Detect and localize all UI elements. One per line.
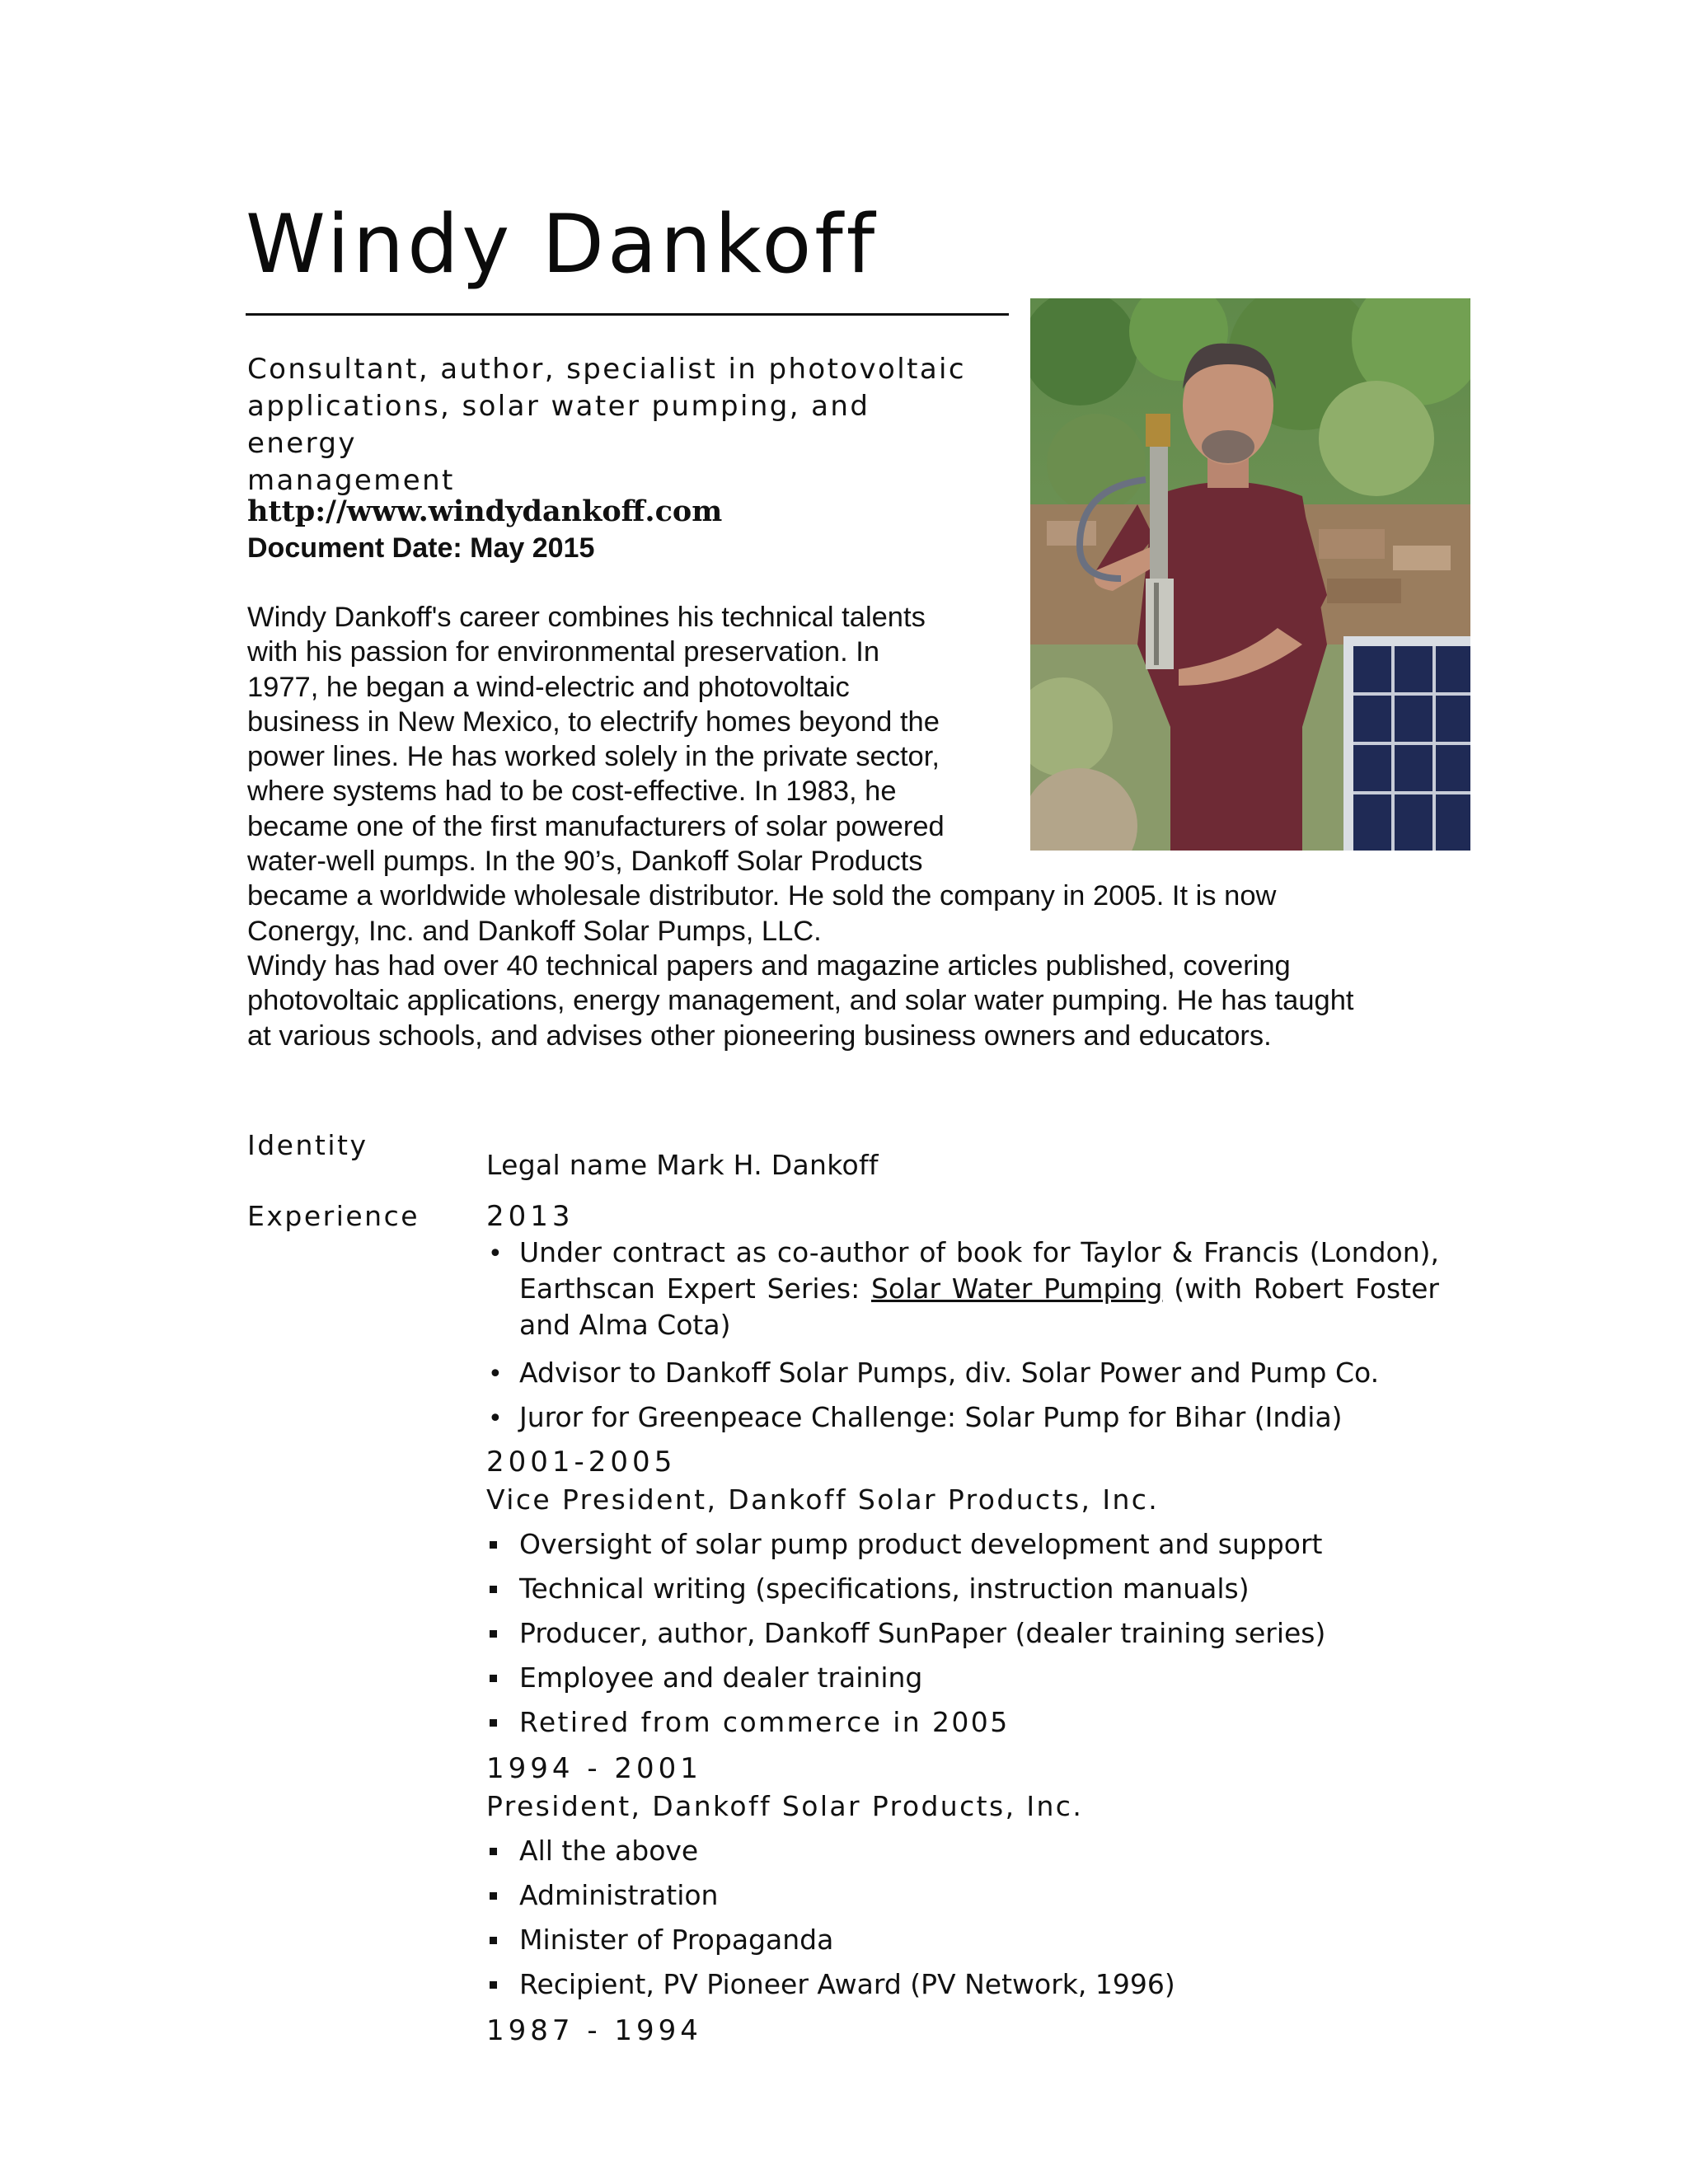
square-bullet-icon bbox=[486, 1660, 514, 1696]
bullet-icon: • bbox=[488, 1360, 503, 1389]
list-item bbox=[486, 1877, 1439, 1914]
year-2013: 2013 bbox=[486, 1200, 574, 1233]
item-text: Under contract as co-author of book for Taylor & Francis (London), Earthscan Expert Series: bbox=[519, 1236, 1439, 1305]
list-item bbox=[486, 1615, 1439, 1652]
item-text: Minister of Propaganda bbox=[519, 1924, 834, 1956]
document-date: Document Date: May 2015 bbox=[247, 532, 595, 564]
bio-line: at various schools, and advises other pioneering business owners and educators. bbox=[247, 1019, 1272, 1052]
website-link[interactable]: http://www.windydankoff.com bbox=[247, 494, 723, 528]
book-title: Solar Water Pumping bbox=[870, 1272, 1163, 1305]
tagline bbox=[247, 351, 989, 499]
square-bullet-icon bbox=[486, 1526, 514, 1563]
square-bullet-icon bbox=[486, 1877, 514, 1914]
item-text: Producer, author, Dankoff SunPaper (dealer training series) bbox=[519, 1617, 1326, 1649]
tagline-line: applications, solar water pumping, and energy bbox=[247, 390, 870, 460]
list-item bbox=[486, 1355, 1439, 1391]
year-2001-2005: 2001-2005 bbox=[486, 1446, 677, 1479]
list-item bbox=[486, 1660, 1439, 1696]
square-bullet-icon bbox=[486, 1571, 514, 1607]
bio-line: Windy has had over 40 technical papers and magazine articles published, covering bbox=[247, 949, 1291, 982]
item-text: Administration bbox=[519, 1879, 719, 1911]
bio-line: with his passion for environmental preservation. In bbox=[247, 636, 880, 668]
bio-line: business in New Mexico, to electrify homes beyond the bbox=[247, 705, 940, 738]
tagline-line: management bbox=[247, 464, 455, 497]
bio-line: became a worldwide wholesale distributor. He sold the company in 2005. It is now bbox=[247, 880, 1277, 912]
square-bullet-icon bbox=[486, 1966, 514, 2003]
bio-line: Windy Dankoff's career combines his technical talents bbox=[247, 602, 926, 633]
list-item bbox=[486, 1833, 1439, 1869]
bio-line: power lines. He has worked solely in the private sector, bbox=[247, 741, 940, 773]
bio-line: where systems had to be cost-effective. In 1983, he bbox=[247, 776, 897, 808]
bio-line: photovoltaic applications, energy management, and solar water pumping. He has taught bbox=[247, 985, 1354, 1017]
bio-line: 1977, he began a wind-electric and photovoltaic bbox=[247, 671, 850, 703]
name-underline bbox=[246, 313, 1009, 316]
role-title: President, Dankoff Solar Products, Inc. bbox=[486, 1790, 1084, 1822]
list-item bbox=[486, 1922, 1439, 1958]
legal-name: Legal name Mark H. Dankoff bbox=[486, 1149, 879, 1181]
bio-line: water-well pumps. In the 90’s, Dankoff Solar Products bbox=[247, 846, 923, 878]
list-item bbox=[486, 1571, 1439, 1607]
item-text: Retired from commerce in 2005 bbox=[519, 1706, 1010, 1738]
list-item bbox=[486, 1966, 1439, 2003]
item-text: Juror for Greenpeace Challenge: Solar Pump for Bihar (India) bbox=[519, 1401, 1343, 1433]
list-item bbox=[486, 1526, 1439, 1563]
item-text: All the above bbox=[519, 1835, 699, 1867]
list-item bbox=[486, 1399, 1439, 1436]
bio-line: Conergy, Inc. and Dankoff Solar Pumps, LLC. bbox=[247, 915, 822, 947]
item-text: Technical writing (specifications, instruction manuals) bbox=[519, 1572, 1250, 1605]
year-1987-1994: 1987 - 1994 bbox=[486, 2014, 702, 2047]
bio-line: became one of the first manufacturers of solar powered bbox=[247, 810, 945, 842]
bullet-icon: • bbox=[488, 1404, 503, 1433]
square-bullet-icon bbox=[486, 1704, 514, 1741]
bullet-icon: • bbox=[488, 1240, 503, 1268]
square-bullet-icon bbox=[486, 1833, 514, 1869]
tagline-line: Consultant, author, specialist in photovoltaic bbox=[247, 353, 966, 386]
square-bullet-icon bbox=[486, 1615, 514, 1652]
person-name: Windy Dankoff bbox=[246, 198, 879, 292]
biography bbox=[247, 600, 1451, 1053]
square-bullet-icon bbox=[486, 1922, 514, 1958]
item-text: Oversight of solar pump product development and support bbox=[519, 1528, 1323, 1560]
item-text: Employee and dealer training bbox=[519, 1661, 923, 1694]
list-item bbox=[486, 1704, 1439, 1741]
list-item bbox=[486, 1235, 1439, 1343]
role-title: Vice President, Dankoff Solar Products, Inc. bbox=[486, 1483, 1160, 1516]
experience-label: Experience bbox=[247, 1200, 420, 1232]
item-text: (with Robert Foster and Alma Cota) bbox=[519, 1272, 1439, 1341]
item-text: Recipient, PV Pioneer Award (PV Network, 1996) bbox=[519, 1968, 1175, 2000]
year-1994-2001: 1994 - 2001 bbox=[486, 1752, 702, 1785]
item-text: Advisor to Dankoff Solar Pumps, div. Solar Power and Pump Co. bbox=[519, 1357, 1380, 1389]
identity-label: Identity bbox=[247, 1129, 368, 1161]
